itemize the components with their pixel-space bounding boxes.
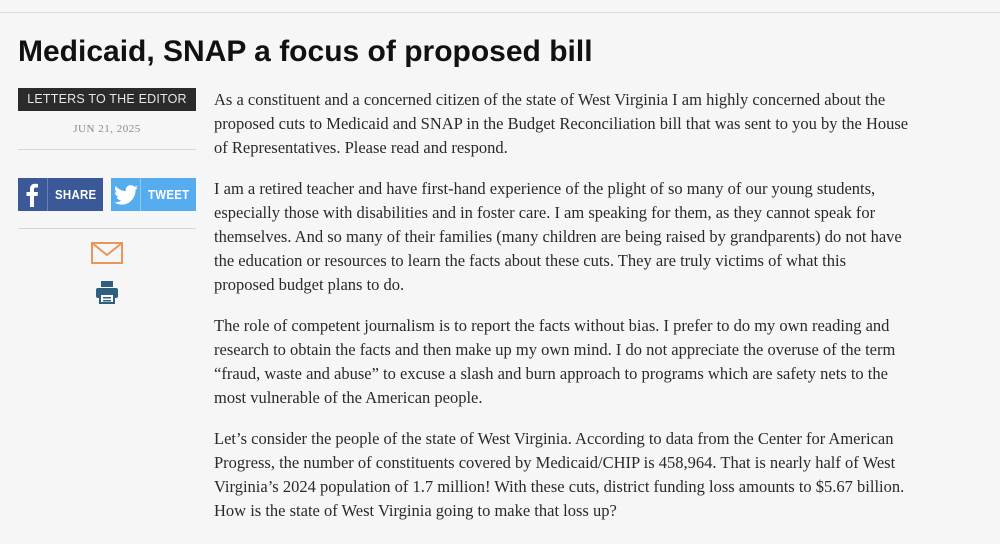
text-line: Let’s consider the people of the state of West Virginia. According to data from the Center for American xyxy=(214,429,894,448)
text-line: especially those with disabilities and in foster care. I am speaking for them, as they cannot speak for xyxy=(214,203,876,222)
text-line: I am a retired teacher and have first-hand experience of the plight of so many of our young students, xyxy=(214,179,876,198)
article-body xyxy=(214,88,1000,540)
sidebar-divider xyxy=(18,149,196,150)
text-line: of Representatives. Please read and respond. xyxy=(214,138,508,157)
article-headline: Medicaid, SNAP a focus of proposed bill xyxy=(18,35,593,68)
email-icon[interactable] xyxy=(91,242,123,264)
text-line: the education or resources to learn the facts about these cuts. They are truly victims of what this xyxy=(214,251,846,270)
text-line: “fraud, waste and abuse” to excuse a slash and burn approach to programs which are safety nets to the xyxy=(214,364,888,383)
sidebar-divider xyxy=(18,228,196,229)
article-sidebar xyxy=(18,88,196,202)
text-line: most vulnerable of the American people. xyxy=(214,388,483,407)
twitter-icon xyxy=(111,178,141,211)
share-buttons xyxy=(18,178,196,211)
article-paragraph xyxy=(214,88,1000,160)
text-line: proposed cuts to Medicaid and SNAP in the Budget Reconciliation bill that was sent to you by the House xyxy=(214,114,909,133)
text-line: Virginia’s 2024 population of 1.7 million! With these cuts, district funding loss amounts to $5.67 billion. xyxy=(214,477,905,496)
facebook-share-label: SHARE xyxy=(55,187,97,202)
article-paragraph xyxy=(214,177,1000,297)
text-line: As a constituent and a concerned citizen of the state of West Virginia I am highly concerned about the xyxy=(214,90,886,109)
text-line: Progress, the number of constituents covered by Medicaid/CHIP is 458,964. That is nearly half of West xyxy=(214,453,896,472)
text-line: themselves. And so many of their families (many children are being raised by grandparents) do not have xyxy=(214,227,902,246)
publish-date: JUN 21, 2025 xyxy=(73,123,141,135)
article-paragraph xyxy=(214,314,1000,410)
text-line: research to obtain the facts and then make up my own mind. I do not appreciate the overuse of the term xyxy=(214,340,896,359)
twitter-tweet-button[interactable] xyxy=(111,178,196,211)
twitter-tweet-label: TWEET xyxy=(148,187,190,202)
facebook-icon xyxy=(18,178,48,211)
text-line: proposed budget plans to do. xyxy=(214,275,405,294)
text-line: How is the state of West Virginia going to make that loss up? xyxy=(214,501,617,520)
facebook-share-button[interactable] xyxy=(18,178,103,211)
print-icon[interactable] xyxy=(95,280,119,304)
category-link[interactable]: LETTERS TO THE EDITOR xyxy=(18,88,196,111)
article-paragraph xyxy=(214,427,1000,523)
text-line: The role of competent journalism is to report the facts without bias. I prefer to do my own reading and xyxy=(214,316,890,335)
top-divider xyxy=(0,12,1000,13)
